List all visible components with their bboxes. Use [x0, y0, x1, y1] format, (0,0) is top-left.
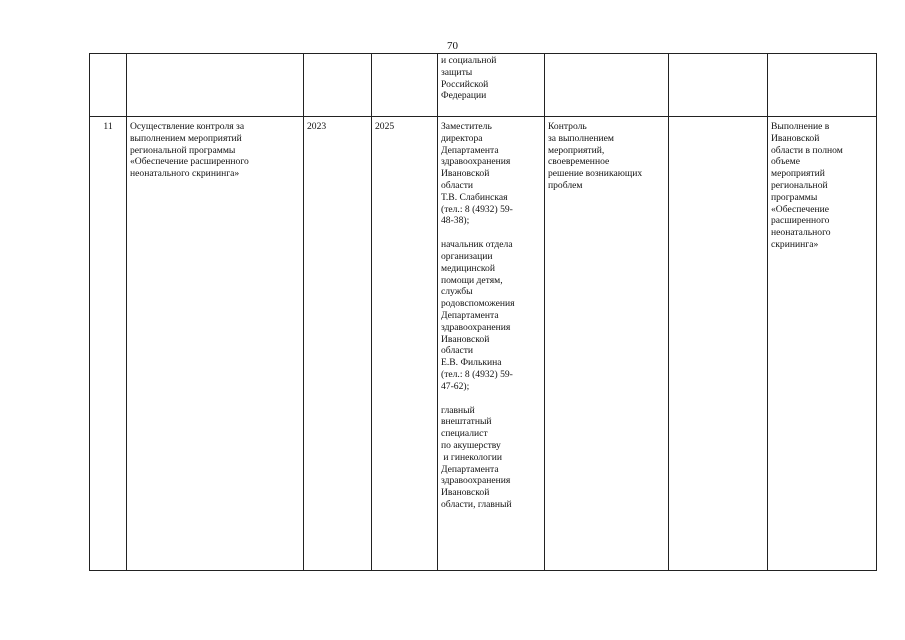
- text-line: неонатального скрининга»: [130, 168, 240, 180]
- cell-activity: [127, 54, 304, 117]
- text-line: «Обеспечение: [771, 203, 829, 215]
- cell-content: [545, 54, 669, 117]
- text-line: проблем: [548, 179, 583, 191]
- cell-empty: [669, 117, 768, 571]
- text-line: Осуществление контроля за: [130, 121, 245, 132]
- text-line: Контроль: [548, 121, 587, 132]
- text-line: (тел.: 8 (4932) 59-: [441, 368, 513, 380]
- text-line: родовспоможения: [441, 298, 515, 310]
- text-line: за выполнением: [548, 132, 615, 144]
- text-line: здравоохранения: [441, 321, 511, 333]
- text-line: «Обеспечение расширенного: [130, 156, 249, 168]
- text-line: внештатный: [441, 416, 492, 428]
- cell-empty: [669, 54, 768, 117]
- text-line: Департамента: [441, 144, 499, 156]
- text-line: объеме: [771, 156, 800, 168]
- cell-result: [768, 117, 877, 571]
- text-line: главный: [441, 404, 475, 416]
- text-line: неонатального: [771, 227, 831, 239]
- text-line: директора: [441, 132, 483, 144]
- text-line: скрининга»: [771, 238, 819, 250]
- text-line: программы: [771, 191, 818, 203]
- text-line: региональной программы: [130, 144, 236, 156]
- text-line: расширенного: [771, 215, 830, 227]
- cell-content: [545, 117, 669, 571]
- text-line: и социальной: [441, 55, 497, 66]
- text-line: Российской: [441, 78, 489, 90]
- cell-responsible: [438, 54, 545, 117]
- text-line: Выполнение в: [771, 121, 830, 132]
- text-line: начальник отдела: [441, 239, 513, 251]
- text-line: по акушерству: [441, 439, 501, 451]
- text-line: области: [441, 179, 474, 191]
- text-line: Заместитель: [441, 121, 492, 132]
- cell-result: [768, 54, 877, 117]
- text-line: Ивановской: [771, 132, 820, 144]
- page-number: 70: [447, 40, 458, 52]
- text-line: Е.В. Филькина: [441, 357, 502, 369]
- text-line: Департамента: [441, 463, 499, 475]
- text-line: (тел.: 8 (4932) 59-: [441, 203, 513, 215]
- measures-table: [89, 53, 877, 571]
- text-line: здравоохранения: [441, 475, 511, 487]
- text-line: 48-38);: [441, 215, 470, 227]
- text-line: решение возникающих: [548, 168, 643, 180]
- text-line: и гинекологии: [441, 451, 503, 463]
- text-line: 47-62);: [441, 380, 470, 392]
- text-line: Ивановской: [441, 333, 490, 345]
- text-line: мероприятий: [771, 168, 825, 180]
- end-year: 2025: [375, 121, 395, 132]
- cell-activity: [127, 117, 304, 571]
- cell-end-year: [372, 117, 438, 571]
- start-year: 2023: [307, 121, 327, 132]
- text-line: области в полном: [771, 144, 843, 156]
- text-line: организации: [441, 250, 493, 262]
- text-line: выполнением мероприятий: [130, 132, 242, 144]
- text-line: защиты: [441, 66, 473, 78]
- table-row-11: [90, 117, 877, 571]
- text-line: помощи детям,: [441, 274, 503, 286]
- text-line: области, главный: [441, 498, 512, 510]
- text-line: своевременное: [548, 156, 610, 168]
- text-line: Ивановской: [441, 168, 490, 180]
- text-line: Т.В. Слабинская: [441, 191, 508, 203]
- text-line: службы: [441, 286, 473, 298]
- table-row-continued: [90, 54, 877, 117]
- text-line: области: [441, 345, 474, 357]
- paragraph-gap: [441, 393, 541, 405]
- cell-num: [90, 54, 127, 117]
- text-line: специалист: [441, 428, 488, 440]
- cell-start-year: [304, 117, 372, 571]
- cell-end-year: [372, 54, 438, 117]
- paragraph-gap: [441, 227, 541, 239]
- text-line: мероприятий,: [548, 144, 605, 156]
- cell-start-year: [304, 54, 372, 117]
- text-line: Департамента: [441, 309, 499, 321]
- text-line: медицинской: [441, 262, 495, 274]
- row-number: 11: [103, 121, 113, 132]
- text-line: здравоохранения: [441, 156, 511, 168]
- cell-responsible: [438, 117, 545, 571]
- text-line: Ивановской: [441, 487, 490, 499]
- cell-num: [90, 117, 127, 571]
- text-line: Федерации: [441, 90, 487, 102]
- text-line: региональной: [771, 179, 828, 191]
